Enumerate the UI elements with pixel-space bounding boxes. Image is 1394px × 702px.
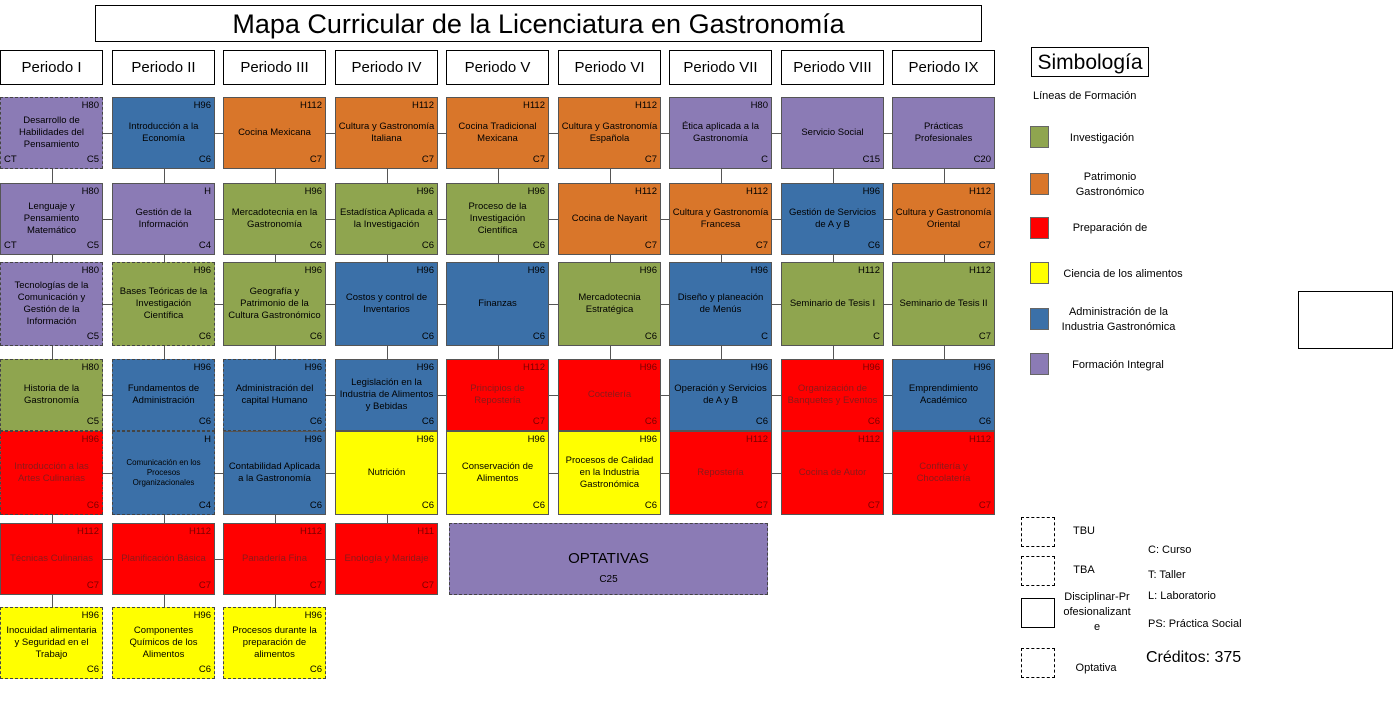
optativas-block[interactable] <box>449 523 768 595</box>
course-hours: H96 <box>973 362 991 373</box>
abbr-laboratorio: L: Laboratorio <box>1148 590 1216 602</box>
course-box[interactable] <box>892 262 995 346</box>
course-box[interactable] <box>0 97 103 169</box>
course-name: Operación y Servicios de A y B <box>674 383 767 406</box>
legend-subtitle: Líneas de Formación <box>1033 90 1137 102</box>
course-hours: H96 <box>639 362 657 373</box>
course-box[interactable] <box>223 431 326 515</box>
course-name: Cultura y Gastronomía Oriental <box>895 207 992 230</box>
period-header-2: Periodo II <box>112 50 215 85</box>
course-box[interactable] <box>446 431 549 515</box>
course-name: Mercadotecnia en la Gastronomía <box>231 207 318 230</box>
course-hours: H80 <box>81 186 99 197</box>
course-hours: H112 <box>857 265 880 276</box>
course-box[interactable] <box>558 262 661 346</box>
legend-label-investigacion: Investigación <box>1069 132 1135 144</box>
course-box[interactable] <box>781 97 884 169</box>
course-hours: H112 <box>522 362 545 373</box>
course-hours: H96 <box>416 186 434 197</box>
course-box[interactable] <box>669 183 772 255</box>
course-name: Emprendimiento Académico <box>908 383 979 406</box>
course-credits: C7 <box>532 154 545 165</box>
course-box[interactable] <box>223 262 326 346</box>
course-credits: C6 <box>755 416 768 427</box>
course-name: Confitería y Chocolatería <box>916 461 971 484</box>
course-hours: H96 <box>862 186 880 197</box>
course-box[interactable] <box>335 431 438 515</box>
course-hours: H96 <box>750 362 768 373</box>
type-tbu-label: TBU <box>1073 525 1095 537</box>
course-credits: C4 <box>198 240 211 251</box>
page-title: Mapa Curricular de la Licenciatura en Gastronomía <box>95 5 982 42</box>
legend-swatch-patrimonio <box>1030 173 1049 195</box>
course-hours: H96 <box>527 265 545 276</box>
course-hours: H96 <box>527 434 545 445</box>
legend-swatch-preparacion <box>1030 217 1049 239</box>
course-box[interactable] <box>446 183 549 255</box>
course-hours: H112 <box>968 265 991 276</box>
course-hours: H112 <box>411 100 434 111</box>
course-name: Principios de Repostería <box>470 383 525 406</box>
course-hours: H96 <box>304 434 322 445</box>
course-name: Geografía y Patrimonio de la Cultura Gastronómico <box>228 286 321 321</box>
course-hours: H96 <box>416 362 434 373</box>
course-box[interactable] <box>446 262 549 346</box>
course-hours: H96 <box>193 362 211 373</box>
course-hours: H96 <box>639 434 657 445</box>
course-name: Gestión de la Información <box>135 207 192 230</box>
course-credits: C6 <box>198 416 211 427</box>
course-hours: H96 <box>193 100 211 111</box>
course-hours: H112 <box>76 526 99 537</box>
course-credits: C20 <box>973 154 991 165</box>
type-disciplinar-label: Disciplinar-Profesionalizante <box>1063 591 1131 633</box>
course-name: Procesos durante la preparación de alimentos <box>232 625 317 660</box>
course-hours: H112 <box>968 434 991 445</box>
course-hours: H96 <box>193 265 211 276</box>
course-name: Procesos de Calidad en la Industria Gastronómica <box>565 455 654 490</box>
course-name: Lenguaje y Pensamiento Matemático <box>23 201 80 236</box>
course-box[interactable] <box>558 183 661 255</box>
course-credits: C7 <box>309 580 322 591</box>
abbr-practica-social: PS: Práctica Social <box>1148 618 1242 630</box>
course-name: Gestión de Servicios de A y B <box>788 207 877 230</box>
course-box[interactable] <box>892 359 995 431</box>
course-hours: H96 <box>862 362 880 373</box>
type-disciplinar-box <box>1021 598 1055 628</box>
course-box[interactable] <box>335 183 438 255</box>
course-credits: C6 <box>86 500 99 511</box>
legend-swatch-ciencia <box>1030 262 1049 284</box>
course-hours: H112 <box>634 100 657 111</box>
course-credits: C <box>761 154 768 165</box>
course-box[interactable] <box>669 262 772 346</box>
legend-label-administracion: Administración de la Industria Gastronómica <box>1061 306 1176 333</box>
course-credits: C6 <box>309 240 322 251</box>
course-hours: H96 <box>416 265 434 276</box>
course-credits: C7 <box>978 331 991 342</box>
course-credits: C7 <box>644 154 657 165</box>
course-credits: C6 <box>421 500 434 511</box>
course-credits: C6 <box>532 500 545 511</box>
course-box[interactable] <box>558 97 661 169</box>
course-hours: H96 <box>304 186 322 197</box>
course-box[interactable] <box>781 431 884 515</box>
course-box[interactable] <box>0 523 103 595</box>
course-credits: C7 <box>532 416 545 427</box>
course-box[interactable] <box>223 359 326 431</box>
abbr-curso: C: Curso <box>1148 544 1192 556</box>
course-box[interactable] <box>223 607 326 679</box>
course-name: Ética aplicada a la Gastronomía <box>681 121 760 144</box>
course-type: CT <box>4 240 17 251</box>
course-credits: C7 <box>755 240 768 251</box>
course-box[interactable] <box>223 183 326 255</box>
course-credits: C7 <box>978 500 991 511</box>
course-hours: H96 <box>304 610 322 621</box>
course-credits: C6 <box>198 664 211 675</box>
course-box[interactable] <box>112 359 215 431</box>
course-name: Nutrición <box>367 467 406 478</box>
course-hours: H96 <box>81 610 99 621</box>
course-hours: H96 <box>193 610 211 621</box>
course-name: Estadística Aplicada a la Investigación <box>340 207 433 230</box>
course-name: Repostería <box>697 467 744 478</box>
course-credits: C6 <box>644 331 657 342</box>
blank-box <box>1298 291 1393 349</box>
period-header-1: Periodo I <box>0 50 103 85</box>
legend-label-patrimonio: Patrimonio Gastronómico <box>1075 171 1145 198</box>
course-credits: C6 <box>644 500 657 511</box>
course-hours: H96 <box>304 362 322 373</box>
course-credits: C7 <box>309 154 322 165</box>
course-hours: H112 <box>745 434 768 445</box>
course-box[interactable] <box>112 523 215 595</box>
course-box[interactable] <box>223 97 326 169</box>
course-credits: C6 <box>421 240 434 251</box>
course-credits: C6 <box>86 664 99 675</box>
course-hours: H96 <box>639 265 657 276</box>
course-box[interactable] <box>0 183 103 255</box>
type-tba-label: TBA <box>1073 564 1095 576</box>
optativas-credits: C25 <box>599 574 618 585</box>
course-hours: H112 <box>522 100 545 111</box>
legend-label-ciencia: Ciencia de los alimentos <box>1063 268 1183 280</box>
course-hours: H11 <box>417 526 434 537</box>
course-name: Historia de la Gastronomía <box>23 383 80 406</box>
course-hours: H96 <box>750 265 768 276</box>
period-header-4: Periodo IV <box>335 50 438 85</box>
course-credits: C6 <box>532 331 545 342</box>
course-hours: H112 <box>188 526 211 537</box>
course-box[interactable] <box>669 431 772 515</box>
course-hours: H112 <box>299 526 322 537</box>
course-hours: H80 <box>81 362 99 373</box>
course-box[interactable] <box>112 431 215 515</box>
period-header-6: Periodo VI <box>558 50 661 85</box>
total-credits: Créditos: 375 <box>1146 649 1242 666</box>
course-credits: C6 <box>309 416 322 427</box>
legend-label-formacion: Formación Integral <box>1072 359 1164 371</box>
course-name: Bases Teóricas de la Investigación Científica <box>119 286 208 321</box>
course-credits: C7 <box>421 580 434 591</box>
course-box[interactable] <box>112 607 215 679</box>
course-name: Planificación Básica <box>121 553 206 564</box>
course-box[interactable] <box>892 183 995 255</box>
legend-label-preparacion: Preparación de <box>1072 222 1148 234</box>
course-hours: H96 <box>304 265 322 276</box>
course-hours: H112 <box>745 186 768 197</box>
course-name: Técnicas Culinarias <box>10 553 93 564</box>
course-credits: C6 <box>309 664 322 675</box>
course-name: Prácticas Profesionales <box>914 121 973 144</box>
course-credits: C6 <box>867 416 880 427</box>
course-name: Finanzas <box>478 298 517 309</box>
course-hours: H96 <box>416 434 434 445</box>
legend-swatch-administracion <box>1030 308 1049 330</box>
course-hours: H80 <box>81 100 99 111</box>
course-name: Componentes Químicos de los Alimentos <box>129 625 198 660</box>
course-box[interactable] <box>335 359 438 431</box>
course-credits: C6 <box>309 331 322 342</box>
type-tbu-box <box>1021 517 1055 547</box>
course-name: Diseño y planeación de Menús <box>677 292 764 315</box>
course-credits: C5 <box>86 331 99 342</box>
course-credits: C5 <box>86 416 99 427</box>
course-box[interactable] <box>223 523 326 595</box>
legend-title: Simbología <box>1031 47 1149 77</box>
course-box[interactable] <box>892 97 995 169</box>
course-box[interactable] <box>781 359 884 431</box>
legend-swatch-formacion <box>1030 353 1049 375</box>
course-box[interactable] <box>781 183 884 255</box>
course-box[interactable] <box>335 97 438 169</box>
course-credits: C5 <box>86 154 99 165</box>
course-name: Fundamentos de Administración <box>127 383 200 406</box>
course-box[interactable] <box>112 262 215 346</box>
course-hours: H <box>204 434 211 445</box>
course-hours: H112 <box>857 434 880 445</box>
course-name: Cultura y Gastronomía Italiana <box>338 121 435 144</box>
course-credits: C6 <box>644 416 657 427</box>
course-name: Introducción a las Artes Culinarias <box>14 461 89 484</box>
course-credits: C7 <box>978 240 991 251</box>
course-credits: C4 <box>198 500 211 511</box>
course-box[interactable] <box>446 359 549 431</box>
course-name: Tecnologías de la Comunicación y Gestión de la Información <box>14 280 89 327</box>
course-name: Legislación en la Industria de Alimentos y Bebidas <box>339 377 434 412</box>
course-name: Coctelería <box>587 389 632 400</box>
course-name: Administración del capital Humano <box>235 383 314 406</box>
course-name: Inocuidad alimentaria y Seguridad en el Trabajo <box>6 625 97 660</box>
period-header-8: Periodo VIII <box>781 50 884 85</box>
course-name: Desarrollo de Habilidades del Pensamiento <box>19 115 84 150</box>
course-credits: C7 <box>421 154 434 165</box>
type-optativa-label: Optativa <box>1075 662 1117 674</box>
course-name: Proceso de la Investigación Científica <box>468 201 527 236</box>
course-credits: C7 <box>867 500 880 511</box>
course-box[interactable] <box>0 607 103 679</box>
course-box[interactable] <box>335 262 438 346</box>
course-name: Cultura y Gastronomía Francesa <box>672 207 769 230</box>
course-hours: H <box>204 186 211 197</box>
course-box[interactable] <box>781 262 884 346</box>
course-credits: C6 <box>867 240 880 251</box>
optativas-label: OPTATIVAS <box>568 550 649 567</box>
course-credits: C6 <box>532 240 545 251</box>
course-hours: H96 <box>527 186 545 197</box>
course-hours: H112 <box>634 186 657 197</box>
course-name: Organización de Banquetes y Eventos <box>787 383 878 406</box>
course-credits: C6 <box>198 154 211 165</box>
course-name: Cocina de Nayarit <box>571 213 648 224</box>
course-name: Contabilidad Aplicada a la Gastronomía <box>228 461 321 484</box>
course-box[interactable] <box>0 431 103 515</box>
course-credits: C7 <box>86 580 99 591</box>
course-name: Conservación de Alimentos <box>461 461 534 484</box>
course-name: Servicio Social <box>801 127 864 138</box>
course-name: Cocina de Autor <box>798 467 867 478</box>
course-box[interactable] <box>892 431 995 515</box>
course-box[interactable] <box>446 97 549 169</box>
course-credits: C6 <box>978 416 991 427</box>
course-hours: H96 <box>81 434 99 445</box>
period-header-7: Periodo VII <box>669 50 772 85</box>
course-name: Cocina Tradicional Mexicana <box>458 121 537 144</box>
course-name: Cultura y Gastronomía Española <box>561 121 658 144</box>
course-hours: H80 <box>81 265 99 276</box>
course-name: Cocina Mexicana <box>238 127 311 138</box>
course-name: Enología y Maridaje <box>344 553 429 564</box>
course-name: Introducción a la Economía <box>128 121 199 144</box>
abbr-taller: T: Taller <box>1148 569 1186 581</box>
course-box[interactable] <box>335 523 438 595</box>
course-box[interactable] <box>112 97 215 169</box>
course-box[interactable] <box>669 359 772 431</box>
course-name: Panadería Fina <box>242 553 307 564</box>
period-header-5: Periodo V <box>446 50 549 85</box>
course-name: Mercadotecnia Estratégica <box>578 292 641 315</box>
course-box[interactable] <box>0 359 103 431</box>
course-credits: C6 <box>309 500 322 511</box>
course-box[interactable] <box>558 359 661 431</box>
course-hours: H112 <box>968 186 991 197</box>
course-name: Seminario de Tesis I <box>789 298 876 309</box>
period-header-3: Periodo III <box>223 50 326 85</box>
course-credits: C6 <box>198 331 211 342</box>
course-credits: C7 <box>644 240 657 251</box>
legend-swatch-investigacion <box>1030 126 1049 148</box>
course-credits: C6 <box>421 416 434 427</box>
course-box[interactable] <box>112 183 215 255</box>
course-name: Comunicación en los Procesos Organizacionales <box>126 458 201 487</box>
course-credits: C7 <box>198 580 211 591</box>
course-name: Costos y control de Inventarios <box>345 292 428 315</box>
course-box[interactable] <box>669 97 772 169</box>
course-credits: C <box>873 331 880 342</box>
course-credits: C6 <box>421 331 434 342</box>
type-tba-box <box>1021 556 1055 586</box>
course-credits: C7 <box>755 500 768 511</box>
type-optativa-box <box>1021 648 1055 678</box>
course-credits: C15 <box>862 154 880 165</box>
course-hours: H112 <box>299 100 322 111</box>
course-box[interactable] <box>0 262 103 346</box>
course-hours: H80 <box>750 100 768 111</box>
course-box[interactable] <box>558 431 661 515</box>
course-credits: C5 <box>86 240 99 251</box>
course-name: Seminario de Tesis II <box>899 298 988 309</box>
course-credits: C <box>761 331 768 342</box>
course-type: CT <box>4 154 17 165</box>
period-header-9: Periodo IX <box>892 50 995 85</box>
